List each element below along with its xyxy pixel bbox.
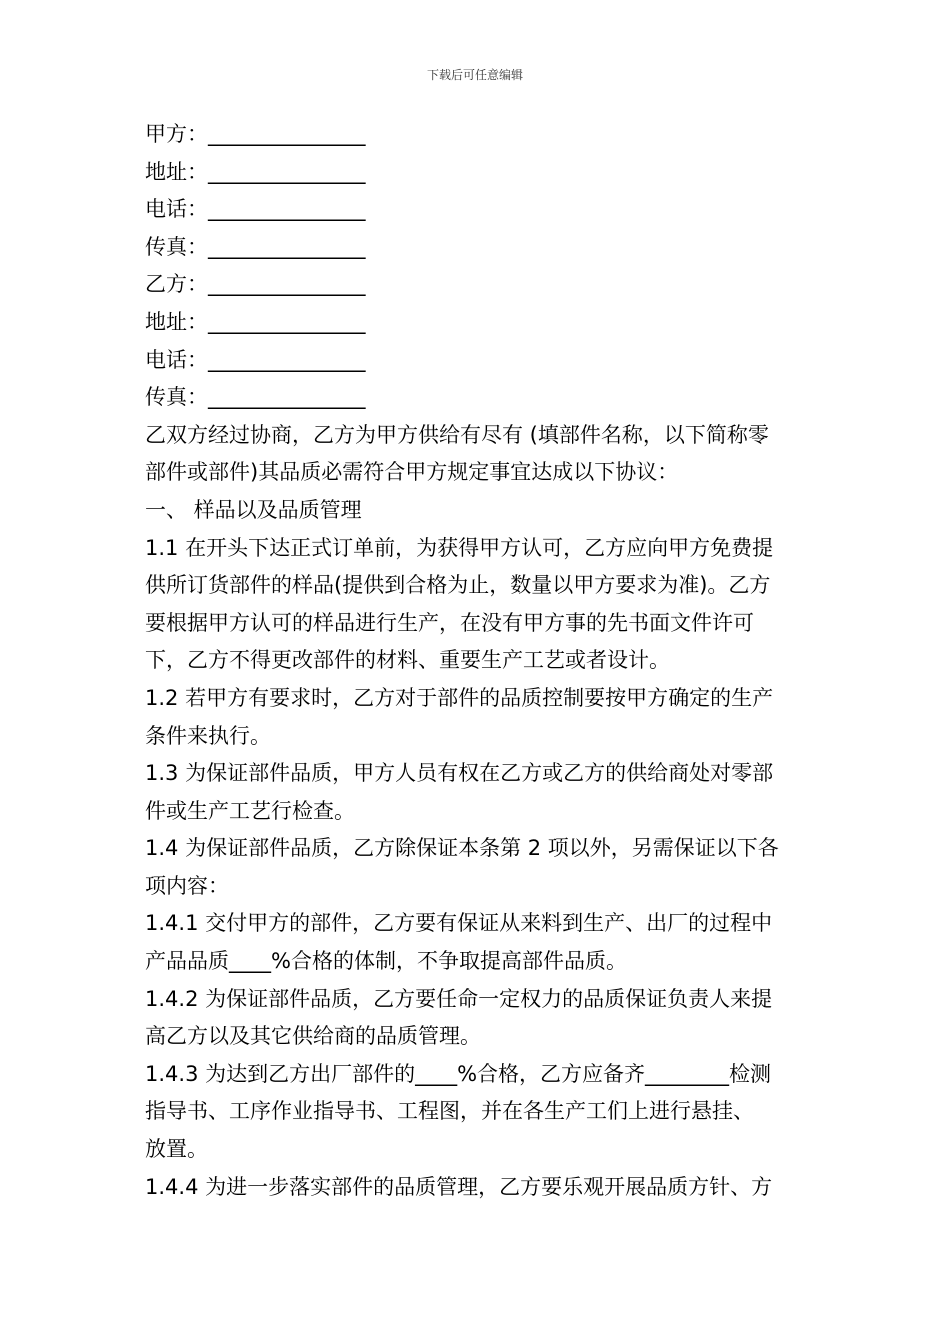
clause-1-4-2-line-2: 高乙方以及其它供给商的品质管理。 (145, 1024, 481, 1049)
field-label: 传真： (145, 385, 208, 410)
field-blank: _______________ (208, 309, 366, 334)
clause-1-4-line-1: 1.4 为保证部件品质，乙方除保证本条第 2 项以外，另需保证以下各 (145, 836, 779, 861)
clause-1-4-1-line-2: 产品品质____%合格的体制，不争取提高部件品质。 (145, 949, 627, 974)
party-field-jia-phone (145, 191, 810, 229)
section-heading: 一、 样品以及品质管理 (145, 497, 362, 522)
intro-line-2: 部件或部件)其品质必需符合甲方规定事宜达成以下协议： (145, 460, 679, 485)
field-label: 地址： (145, 309, 208, 334)
clause-1-2-line-2: 条件来执行。 (145, 723, 271, 748)
field-blank: _______________ (208, 385, 366, 410)
clause-1-4-3-line-2: 指导书、工序作业指导书、工程图，并在各生产工们上进行悬挂、 (145, 1099, 754, 1124)
party-field-yi (145, 266, 810, 304)
party-field-yi-fax (145, 379, 810, 417)
party-field-jia-fax (145, 229, 810, 267)
field-label: 传真： (145, 234, 208, 259)
field-label: 甲方： (145, 122, 208, 146)
clause-1-2-line-1: 1.2 若甲方有要求时，乙方对于部件的品质控制要按甲方确定的生产 (145, 685, 774, 710)
header-note: 下载后可任意编辑 (426, 68, 523, 82)
clause-1-4-1-line-1: 1.4.1 交付甲方的部件，乙方要有保证从来料到生产、出厂的过程中 (145, 911, 773, 936)
field-label: 乙方： (145, 272, 208, 297)
field-blank: _______________ (208, 347, 366, 372)
clause-1-1-line-4: 下，乙方不得更改部件的材料、重要生产工艺或者设计。 (145, 648, 670, 673)
party-field-jia (145, 116, 810, 154)
party-field-jia-address (145, 154, 810, 192)
field-blank: _______________ (208, 234, 366, 259)
clause-1-4-3-line-1: 1.4.3 为达到乙方出厂部件的____%合格，乙方应备齐________检测 (145, 1061, 772, 1086)
party-field-yi-phone (145, 342, 810, 380)
clause-1-4-4-line-1: 1.4.4 为进一步落实部件的品质管理，乙方要乐观开展品质方针、方 (145, 1174, 773, 1199)
clause-1-1-line-3: 要根据甲方认可的样品进行生产，在没有甲方事的先书面文件许可 (145, 610, 754, 635)
clause-1-3-line-1: 1.3 为保证部件品质，甲方人员有权在乙方或乙方的供给商处对零部 (145, 761, 774, 786)
clause-1-1-line-2: 供所订货部件的样品(提供到合格为止，数量以甲方要求为准)。乙方 (145, 573, 771, 598)
intro-line-1: 乙双方经过协商，乙方为甲方供给有尽有 (填部件名称，以下简称零 (145, 422, 769, 447)
field-label: 地址： (145, 159, 208, 184)
field-blank: _______________ (208, 159, 366, 184)
clause-1-4-3-line-3: 放置。 (145, 1137, 208, 1162)
field-label: 电话： (145, 347, 208, 372)
field-blank: _______________ (208, 197, 366, 222)
clause-1-4-2-line-1: 1.4.2 为保证部件品质，乙方要任命一定权力的品质保证负责人来提 (145, 986, 773, 1011)
field-blank: _______________ (208, 122, 366, 146)
clause-1-4-line-2: 项内容： (145, 873, 229, 898)
field-blank: _______________ (208, 272, 366, 297)
party-field-yi-address (145, 304, 810, 342)
clause-1-1-line-1: 1.1 在开头下达正式订单前，为获得甲方认可，乙方应向甲方免费提 (145, 535, 774, 560)
field-label: 电话： (145, 197, 208, 222)
document-body (145, 116, 810, 1206)
clause-1-3-line-2: 件或生产工艺行检查。 (145, 798, 355, 823)
